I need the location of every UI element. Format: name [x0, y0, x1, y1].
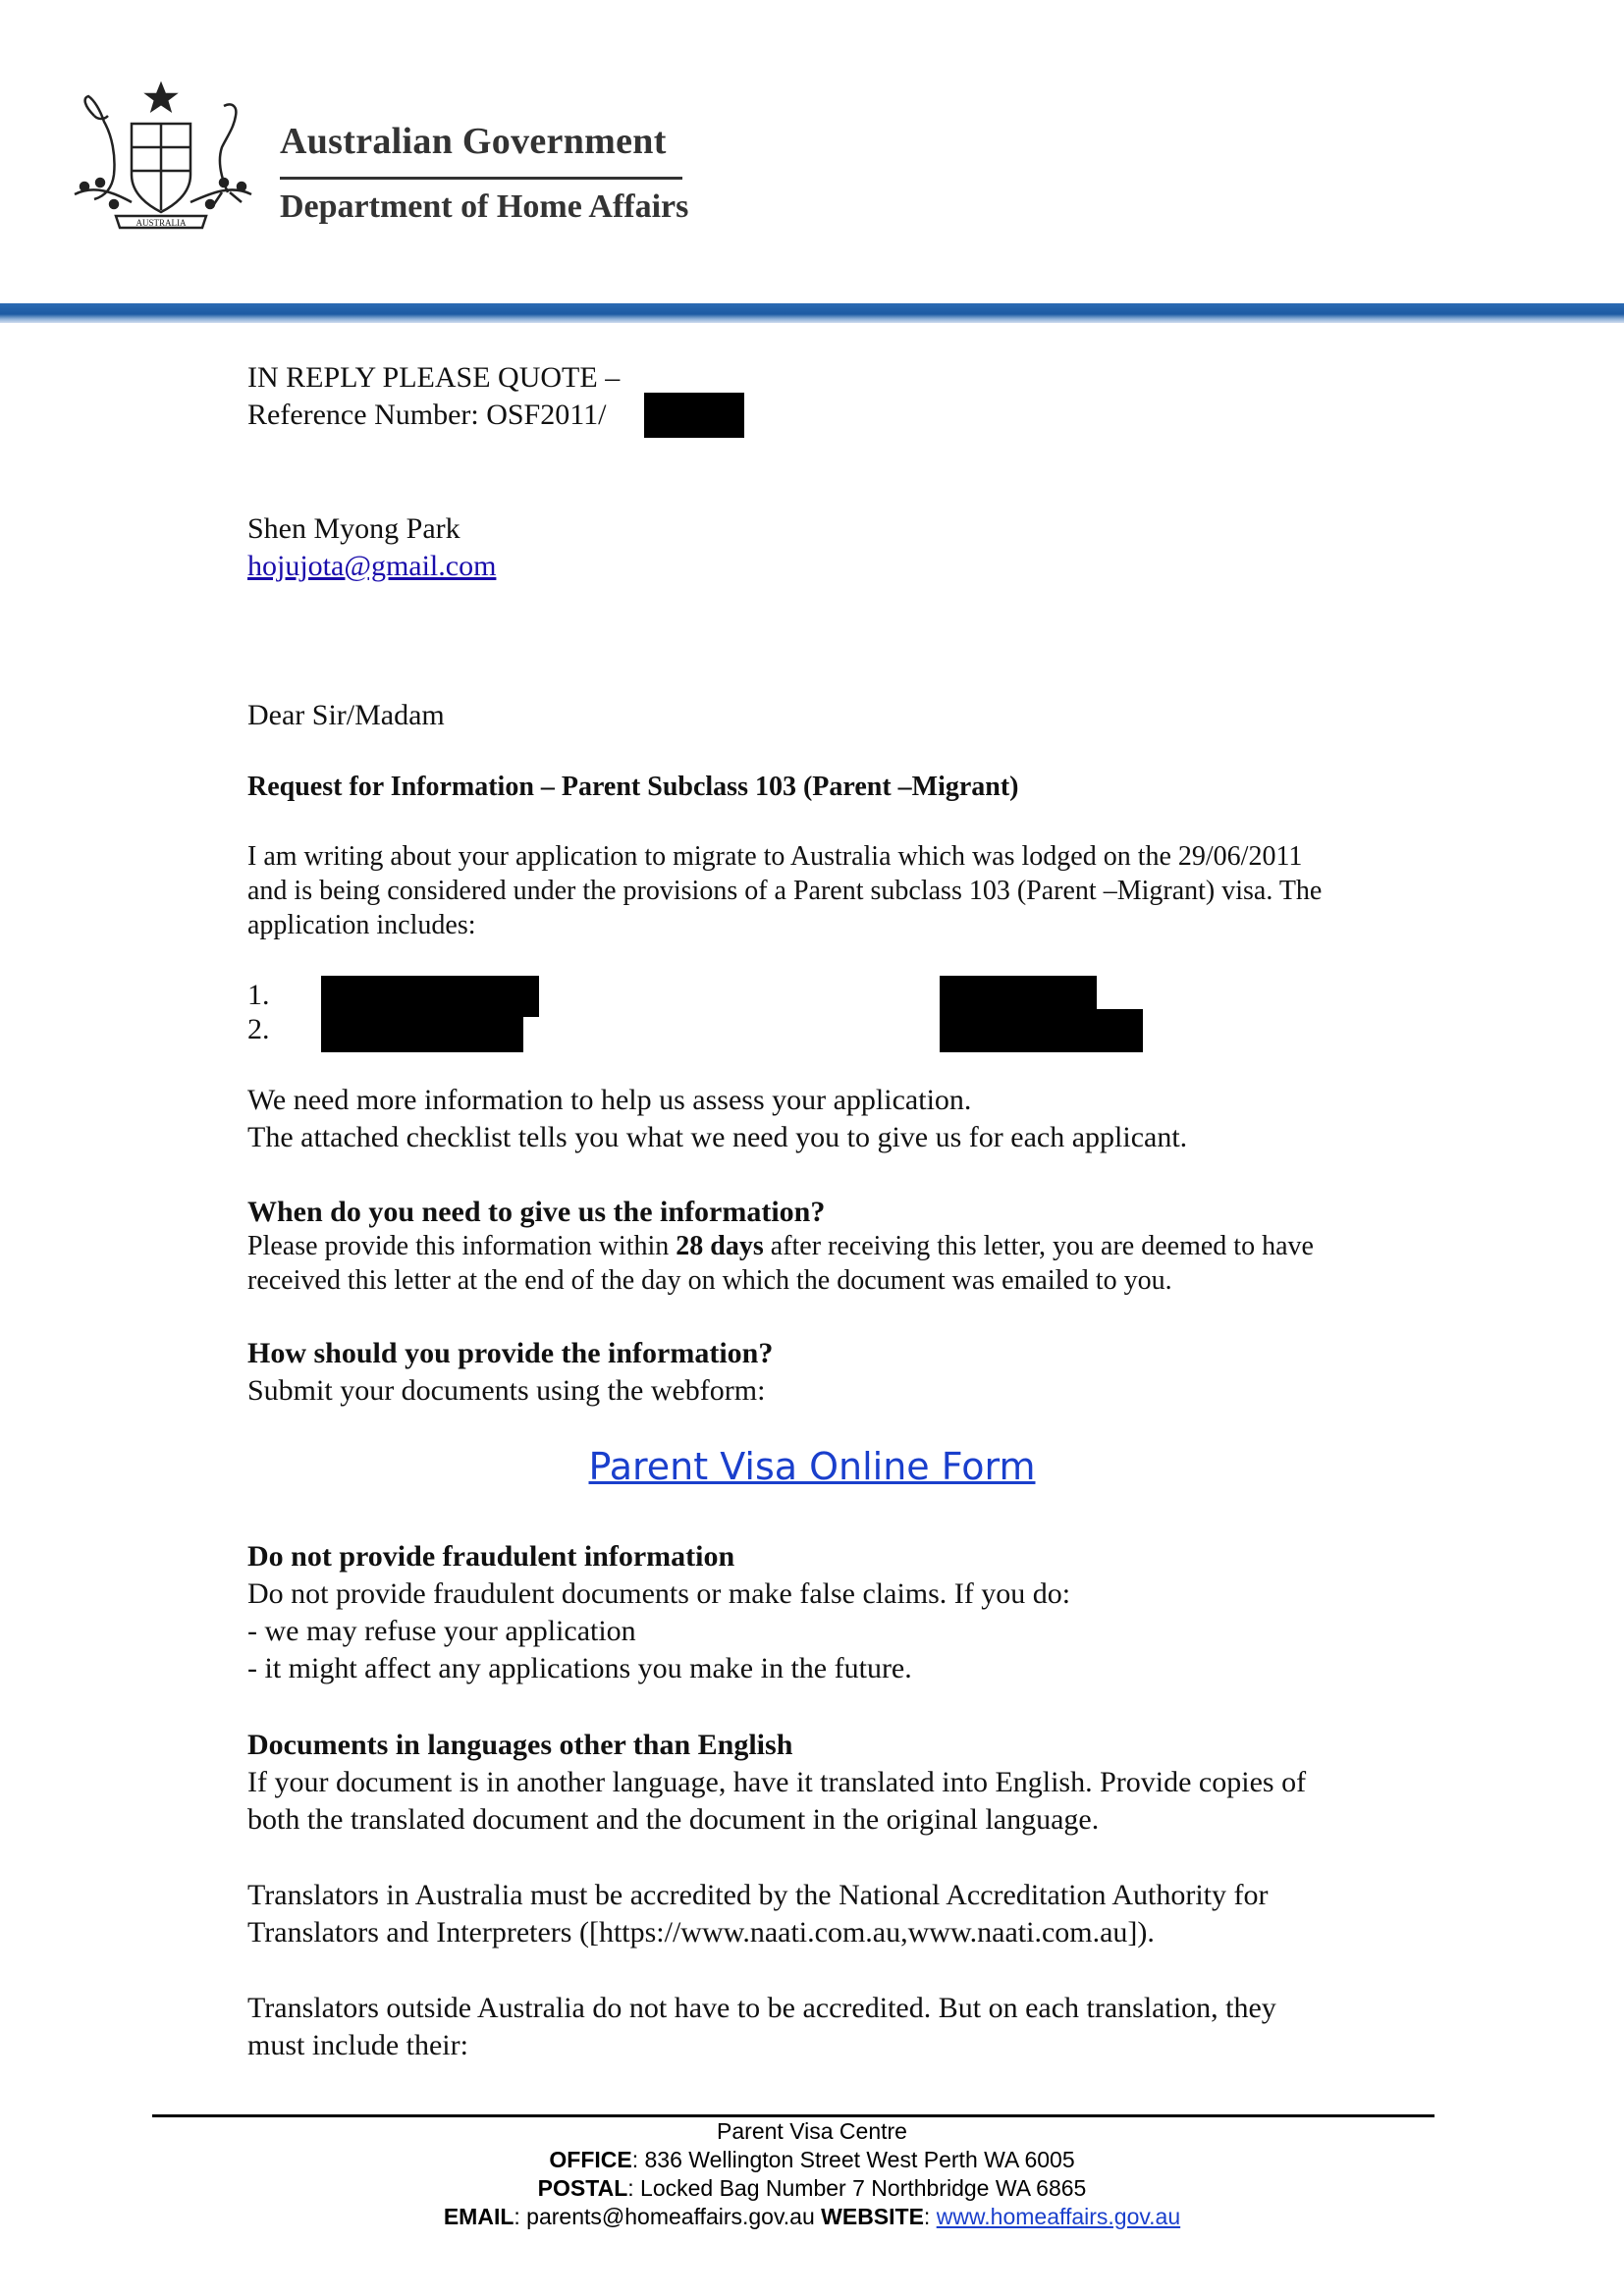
intro-line: and is being considered under the provisions of a Parent subclass 103 (Parent –Migrant) visa. The	[247, 876, 1323, 906]
footer-email-value: : parents@homeaffairs.gov.au	[514, 2204, 822, 2229]
footer-office	[0, 2146, 1624, 2174]
footer-contact	[0, 2203, 1624, 2231]
intro-line: application includes:	[247, 910, 476, 940]
languages-line: both the translated document and the document in the original language.	[247, 1803, 1100, 1836]
footer-postal-label: POSTAL	[537, 2175, 628, 2201]
reference-number: Reference Number: OSF2011/	[247, 399, 607, 431]
fraud-line: Do not provide fraudulent documents or make false claims. If you do:	[247, 1577, 1071, 1610]
when-line-pre: Please provide this information within	[247, 1231, 677, 1261]
department-name: Department of Home Affairs	[280, 188, 689, 225]
translators-outside-line: Translators outside Australia do not have to be accredited. But on each translation, they	[247, 1992, 1276, 2024]
deadline-days: 28 days	[676, 1231, 764, 1261]
when-line	[247, 1229, 1314, 1263]
footer-office-value: : 836 Wellington Street West Perth WA 6005	[631, 2147, 1075, 2172]
header-band	[0, 303, 1624, 323]
org-name: Australian Government	[280, 121, 667, 162]
translators-line: Translators in Australia must be accredited by the National Accreditation Authority for	[247, 1879, 1269, 1911]
need-info-line: The attached checklist tells you what we need you to give us for each applicant.	[247, 1121, 1188, 1153]
letterhead-divider	[280, 177, 682, 180]
languages-line: If your document is in another language, have it translated into English. Provide copies of	[247, 1766, 1307, 1798]
footer-website-label: WEBSITE	[821, 2204, 924, 2229]
how-line: Submit your documents using the webform:	[247, 1374, 766, 1407]
coat-of-arms-logo	[55, 77, 271, 234]
how-heading: How should you provide the information?	[247, 1337, 774, 1369]
recipient-name: Shen Myong Park	[247, 512, 460, 545]
fraud-line: - we may refuse your application	[247, 1615, 636, 1647]
subject-line: Request for Information – Parent Subclass 103 (Parent –Migrant)	[247, 772, 1019, 802]
redaction-box	[940, 976, 1097, 1009]
redaction-box	[321, 1011, 523, 1052]
when-line: received this letter at the end of the day on which the document was emailed to you.	[247, 1265, 1172, 1296]
translators-line: Translators and Interpreters ([https://www.naati.com.au,www.naati.com.au]).	[247, 1916, 1155, 1949]
svg-text:AUSTRALIA: AUSTRALIA	[135, 218, 187, 228]
footer-postal-value: : Locked Bag Number 7 Northbridge WA 6865	[627, 2175, 1087, 2201]
salutation: Dear Sir/Madam	[247, 699, 445, 731]
footer-centre-name: Parent Visa Centre	[717, 2118, 907, 2144]
need-info-line: We need more information to help us assess your application.	[247, 1084, 972, 1116]
intro-line: I am writing about your application to migrate to Australia which was lodged on the 29/06/2011	[247, 841, 1303, 872]
footer-email-label: EMAIL	[443, 2204, 514, 2229]
footer-website-link[interactable]: www.homeaffairs.gov.au	[936, 2204, 1181, 2229]
redaction-box	[940, 1009, 1143, 1052]
list-item-number: 1.	[247, 979, 270, 1011]
footer-postal	[0, 2174, 1624, 2203]
recipient-email-link[interactable]: hojujota@gmail.com	[247, 550, 497, 582]
footer-office-label: OFFICE	[549, 2147, 632, 2172]
when-line-post: after receiving this letter, you are deemed to have	[763, 1231, 1314, 1261]
parent-visa-online-form-link[interactable]: Parent Visa Online Form	[588, 1445, 1036, 1488]
redaction-box	[644, 393, 744, 438]
languages-heading: Documents in languages other than English	[247, 1729, 793, 1761]
translators-outside-line: must include their:	[247, 2029, 468, 2061]
footer-website-sep: :	[923, 2204, 937, 2229]
list-item-number: 2.	[247, 1013, 270, 1045]
when-heading: When do you need to give us the information?	[247, 1196, 826, 1228]
reference-quote-line: IN REPLY PLEASE QUOTE –	[247, 361, 621, 394]
fraud-heading: Do not provide fraudulent information	[247, 1540, 735, 1573]
fraud-line: - it might affect any applications you make in the future.	[247, 1652, 912, 1684]
